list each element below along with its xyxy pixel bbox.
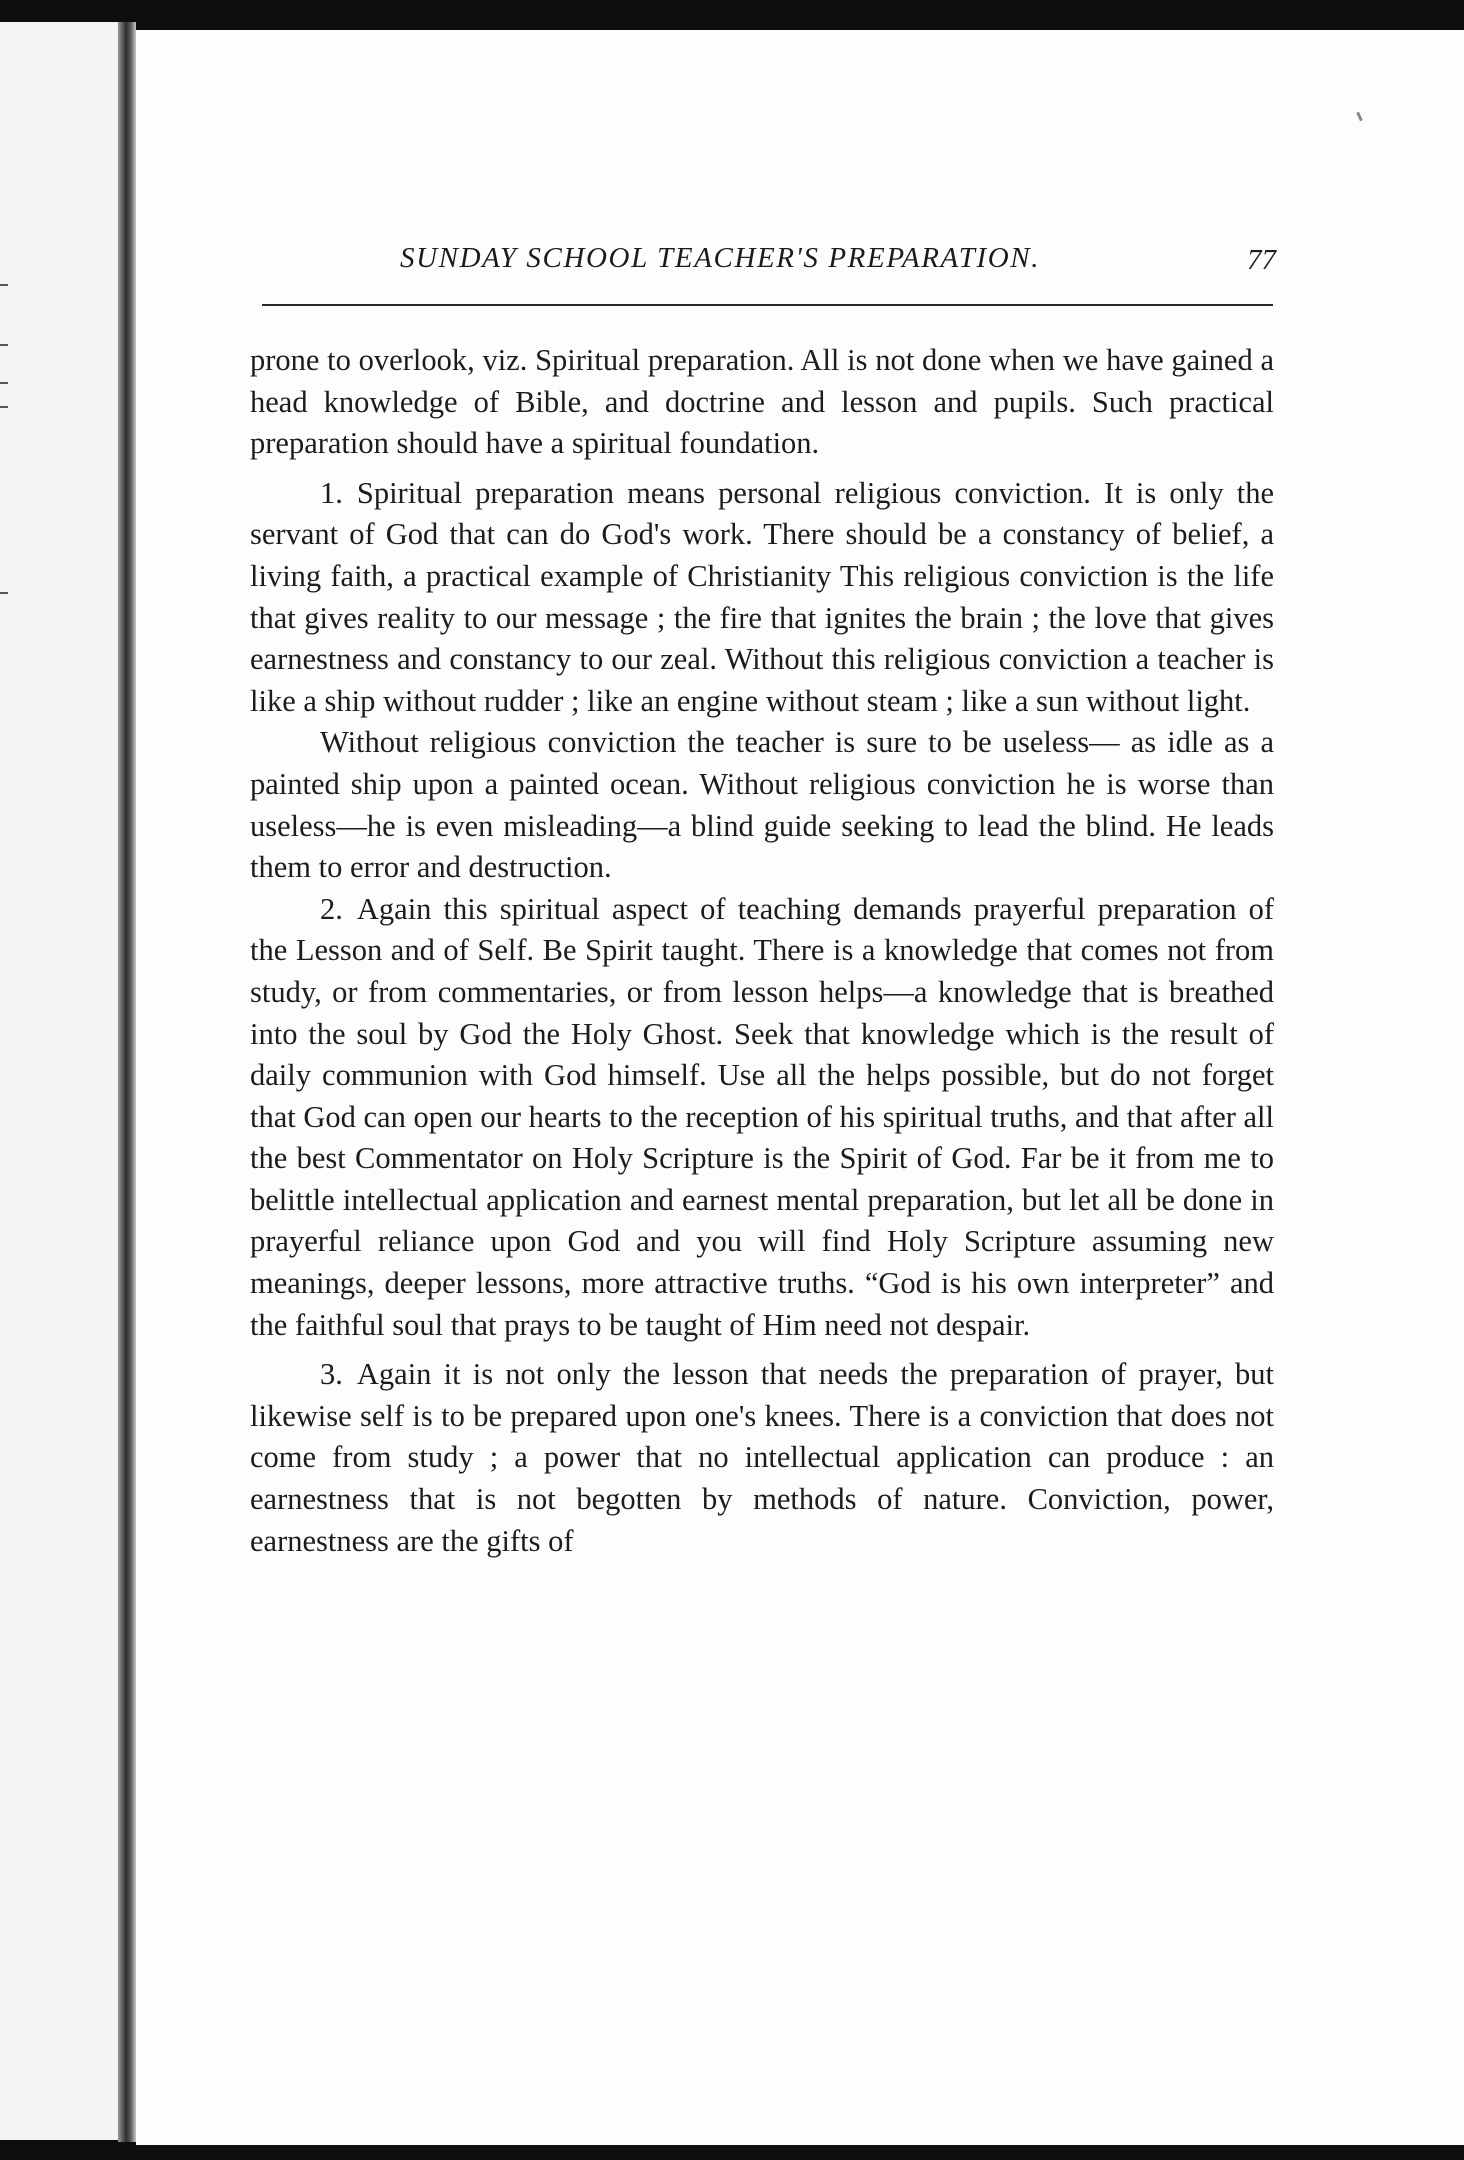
paragraph-conviction [250,722,1274,888]
paragraph-number: 3. [320,1357,343,1392]
page-number: 77 [1247,244,1276,276]
paragraph-text: Again this spiritual aspect of teaching demands prayerful preparation of the Lesson and of Self. Be Spirit taught. There is a knowledge that comes not from study, or from commentaries, or from lesson helps—a knowledge that is breathed into the soul by God the Holy Ghost. Seek that knowledge which is the result of daily communion with God himself. Use all the helps possible, but do not forget that God can open our hearts to the reception of his spiritual truths, and that after all the best Commentator on Holy Scripture is the Spirit of God. Far be it from me to belittle intellectual application and earnest mental preparation, but let all be done in prayerful reliance upon God and you will find Holy Scripture assuming new meanings, deeper lessons, more attractive truths. “God is his own interpreter” and the faithful soul that prays to be taught of Him need not despair. [250,891,1274,1342]
paragraph-text: Again it is not only the lesson that needs the preparation of prayer, but likewise self is to be prepared upon one's knees. There is a conviction that does not come from study ; a power that no intellectual application can produce : an earnestness that is not begotten by methods of nature. Conviction, power, earnestness are the gifts of [250,1357,1274,1558]
paragraph-point-3 [250,1354,1274,1562]
paragraph-text: Without religious conviction the teacher is sure to be useless— as idle as a painted ship upon a painted ocean. Without religious conviction he is worse than useless—he is even misleading—a blind guide seeking to lead the blind. He leads them to error and destruction. [250,725,1274,885]
page-header [258,242,1276,284]
body-text [250,340,1274,1562]
header-rule [262,304,1273,306]
paragraph-text: Spiritual preparation means personal religious conviction. It is only the servant of God that can do God's work. There should be a constancy of belief, a living faith, a practical example of Christianity This religious conviction is the life that gives reality to our message ; the fire that ignites the brain ; the love that gives earnestness and constancy to our zeal. Without this religious conviction a teacher is like a ship without rudder ; like an engine without steam ; like a sun without light. [250,475,1274,718]
paragraph-point-1 [250,473,1274,723]
paragraph-continuation [250,340,1274,465]
paragraph-number: 2. [320,891,343,926]
paragraph-text: prone to overlook, viz. Spiritual preparation. All is not done when we have gained a head knowledge of Bible, and doctrine and lesson and pupils. Such practical preparation should have a spiritual foundation. [250,343,1274,461]
book-spine-gutter [118,22,136,2142]
paper-speck [1356,112,1363,121]
paragraph-number: 1. [320,475,343,510]
running-title: SUNDAY SCHOOL TEACHER'S PREPARATION. [400,242,1041,274]
previous-page-edge [0,22,126,2140]
paragraph-point-2 [250,889,1274,1347]
